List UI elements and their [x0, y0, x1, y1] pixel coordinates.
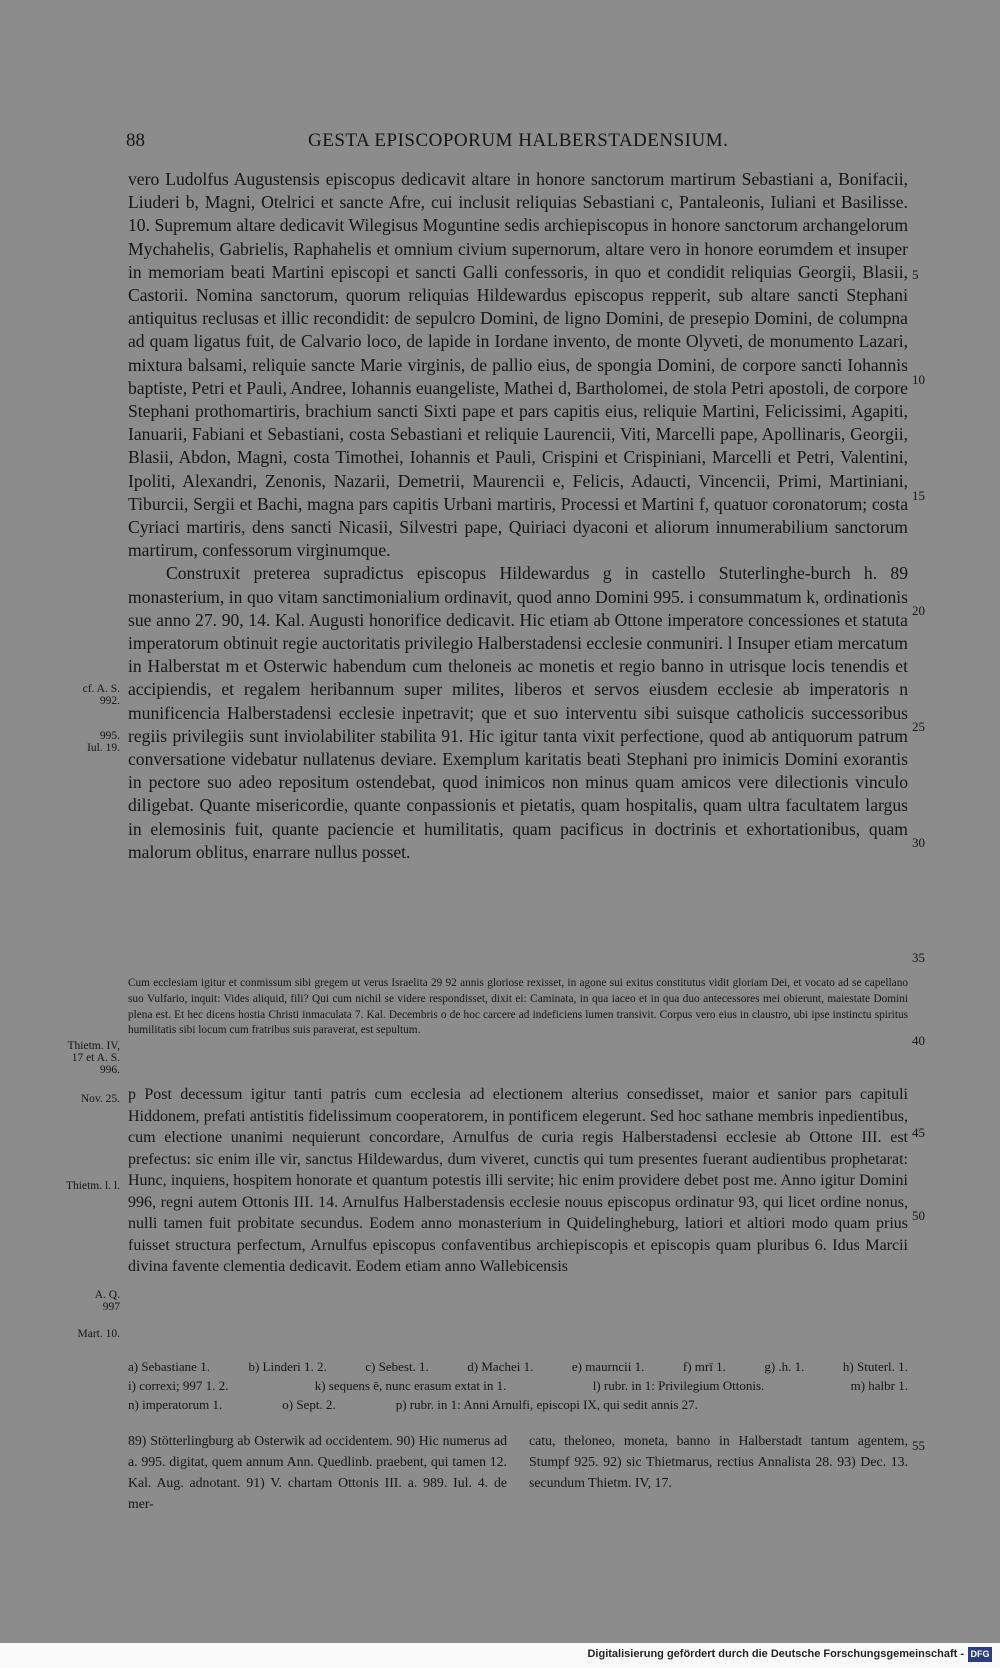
line-number: 5	[912, 267, 919, 282]
margin-note: 995. Iul. 19.	[87, 730, 120, 754]
main-paragraph-2: Construxit preterea supradictus episcopus Hildewardus g in castello Stuterlinghe-burch h. 89 monasterium, in quo vitam sanctimonialium ordinavit, quod anno Domini 995. i consummatum k, ordinationis sue anno 27. 90, 14. Kal. Augusti honorifice dedicavit. Hic etiam ab Ottone imperatore concessiones et statuta imperatorum obtinuit regie auctoritatis privilegio Halberstadensi ecclesie conmuniri. l Insuper etiam mercatum in Halberstat m et Osterwic habendum cum theloneis ac monetis et regio banno in utrisque locis tenendis et accipiendis, et regalem heribannum super milites, liberos et servos eiusdem ecclesie ab imperatoris n munificencia Halberstadensi ecclesie inpetravit; que et suo interventu sibi suisque catholicis successoribus regiis privilegiis sunt inviolabiliter stabilita 91. Hic igitur tanta vixit perfectione, quod ab antiquorum patrum conversatione videbatur nullatenus deviare. Exemplum karitatis beati Stephani pro inimicis Domini exorantis in pectore suo adeo repositum ostendebat, quod inimicos non minus quam amicos vere dilectionis vinculo diligebat. Quante misericordie, quante conpassionis et pietatis, quam hospitalis, quam ultra facultatem largus in elemosinis fuit, quante paciencie et humilitatis, quam pacificus in doctrinis et exhortationibus, quam malorum oblitus, enarrare nullus posset.	[128, 563, 908, 862]
dfg-logo-icon: DFG	[968, 1647, 992, 1662]
small-text-block: Cum ecclesiam igitur et conmissum sibi gregem ut verus Israelita 29 92 annis gloriose rexisset, in agone sui exitus constitutus vidit gloriam Dei, et vocato ad se capellano suo Vulfario, inquit: Vides aliquid, fili? Qui cum nichil se videre respondisset, dixit ei: Caminata, in qua iaceo et in qua duo antecessores mei obierunt, maiestate Domini plena est. Et hec dicens hostia Christi inmaculata 7. Kal. Decembris o de hoc carcere ad indeficiens lumen transivit. Corpus vero eius in claustro, ubi ipse instinctu spiritus humilitatis sibi locum cum fratribus suis paraverat, est sepultum.	[128, 977, 908, 1037]
main-text-block	[128, 168, 908, 864]
margin-note: Mart. 10.	[77, 1328, 120, 1340]
critical-apparatus	[128, 1357, 908, 1414]
digitization-footer	[0, 1643, 1000, 1668]
notes-left-column: 89) Stötterlingburg ab Osterwik ad occidentem. 90) Hic numerus ad a. 995. digitat, quem annum Ann. Quedlinb. praebent, qui tamen 12. Kal. Aug. adnotant. 91) V. chartam Ottonis III. a. 989. Iul. 4. de mer-	[128, 1433, 507, 1511]
running-title: GESTA EPISCOPORUM HALBERSTADENSIUM.	[308, 130, 729, 151]
line-number: 20	[912, 603, 925, 618]
notes-right-column: catu, theloneo, moneta, banno in Halberstadt tantum agentem, Stumpf 925. 92) sic Thietmarus, rectius Annalista 28. 93) Dec. 13. secundum Thietm. IV, 17.	[529, 1433, 908, 1490]
margin-note: A. Q. 997	[94, 1289, 120, 1313]
line-number: 15	[912, 488, 925, 503]
margin-note: cf. A. S. 992.	[82, 683, 120, 707]
page-number: 88	[126, 130, 145, 151]
main-paragraph-1: vero Ludolfus Augustensis episcopus dedicavit altare in honore sanctorum martirum Sebastiani a, Bonifacii, Liuderi b, Magni, Otelrici et sancte Afre, cui inclusit reliquias Sebastiani c, Pantaleonis, Iuliani et Basilisse. 10. Supremum altare dedicavit Wilegisus Moguntine sedis archiepiscopus in honore sanctorum archangelorum Mychahelis, Gabrielis, Raphahelis et omnium civium supernorum, altare vero in honore eorumdem et insuper in memoriam beati Martini episcopi et sancti Galli confessoris, in quo et condidit reliquias Georgii, Blasii, Castorii. Nomina sanctorum, quorum reliquias Hildewardus episcopus repperit, sub altare sancti Stephani antiquitus reclusas et illic recondidit: de sepulcro Domini, de ligno Domini, de presepio Domini, de columpna ad quam ligatus fuit, de Calvario loco, de lapide in Iordane invento, de monte Olyveti, de monumento Lazari, mixtura balsami, reliquie sancte Marie virginis, de pallio eius, de spongia Domini, de corpore sancti Iohannis baptiste, Petri et Pauli, Andree, Iohannis euangeliste, Mathei d, Bartholomei, de stola Petri apostoli, de corpore Stephani prothomartiris, brachium sancti Sixti pape et pars capitis eius, reliquie Martini, Felicissimi, Agapiti, Ianuarii, Fabiani et Sebastiani, costa Sebastiani et reliquie Laurencii, Viti, Marcelli pape, Apollinaris, Georgii, Blasii, Abdon, Magni, costa Timothei, Iohannis et Pauli, Crispini et Crispiniani, Marcelli et Petri, Valentini, Ipoliti, Alexandri, Zenonis, Nazarii, Demetrii, Maurencii e, Felicis, Adaucti, Vincencii, Primi, Martiniani, Tiburcii, Sergii et Bachi, magna pars capitis Urbani martiris, Processi et Martini f, quatuor coronatorum; costa Cyriaci martiris, dens sancti Nicasii, Silvestri pape, Quiriaci dyaconi et aliorum innumerabilium sanctorum martirum, confessorum virginumque.	[128, 169, 908, 561]
line-number: 10	[912, 372, 925, 387]
apparatus-row: n) imperatorum 1. o) Sept. 2. p) rubr. in 1: Anni Arnulfi, episcopi IX, qui sedit annis 27.	[128, 1397, 698, 1412]
line-number: 30	[912, 835, 925, 850]
funding-credit: Digitalisierung gefördert durch die Deutsche Forschungsgemeinschaft -	[587, 1648, 964, 1660]
line-number: 55	[912, 1438, 925, 1453]
explanatory-notes	[128, 1430, 908, 1540]
margin-note: Thietm. IV, 17 et A. S. 996.	[67, 1040, 120, 1076]
line-number: 25	[912, 719, 925, 734]
margin-note: Nov. 25.	[80, 1093, 120, 1105]
apparatus-row: i) correxi; 997 1. 2. k) sequens ē, nunc erasum extat in 1. l) rubr. in 1: Privilegium Ottonis. m) halbr 1.	[128, 1378, 908, 1393]
line-number: 50	[912, 1208, 925, 1223]
line-number: 45	[912, 1125, 925, 1140]
apparatus-row: a) Sebastiane 1. b) Linderi 1. 2. c) Sebest. 1. d) Machei 1. e) maurncii 1. f) mrī 1. g) .h. 1. h) Stuterl. 1.	[128, 1359, 908, 1374]
line-number: 40	[912, 1033, 925, 1048]
line-number: 35	[912, 950, 925, 965]
margin-note: Thietm. l. l.	[66, 1180, 120, 1192]
continuation-text-block: p Post decessum igitur tanti patris cum ecclesia ad electionem alterius consedisset, maior et sanior pars capituli Hiddonem, prefati antistitis fidelissimum cooperatorem, in pontificem elegerunt. Sed hoc sathane membris inpedientibus, cum electione unanimi nequierunt concordare, Arnulfus de curia regis Halberstadensi ecclesie ab Ottone III. est prefectus: sic enim ille vir, sanctus Hildewardus, dum viveret, cunctis qui tum presentes fuerant audientibus prophetarat: Hunc, inquiens, hospitem honorate et quantum potestis illi servite; hic enim providere debet post me. Anno igitur Domini 996, regni autem Ottonis III. 14. Arnulfus Halberstadensis ecclesie nouus episcopus ordinatur 93, qui licet ordine nonus, nulli tamen fuit probitate secundus. Eodem anno monasterium in Quidelingheburg, latiori et altiori modo quam prius fuisset structura perfectum, Arnulfus episcopus confaventibus archiepiscopis et episcopis quam pluribus 6. Idus Marcii divina favente clementia dedicavit. Eodem etiam anno Wallebicensis	[128, 1086, 908, 1275]
running-header	[0, 130, 1000, 160]
